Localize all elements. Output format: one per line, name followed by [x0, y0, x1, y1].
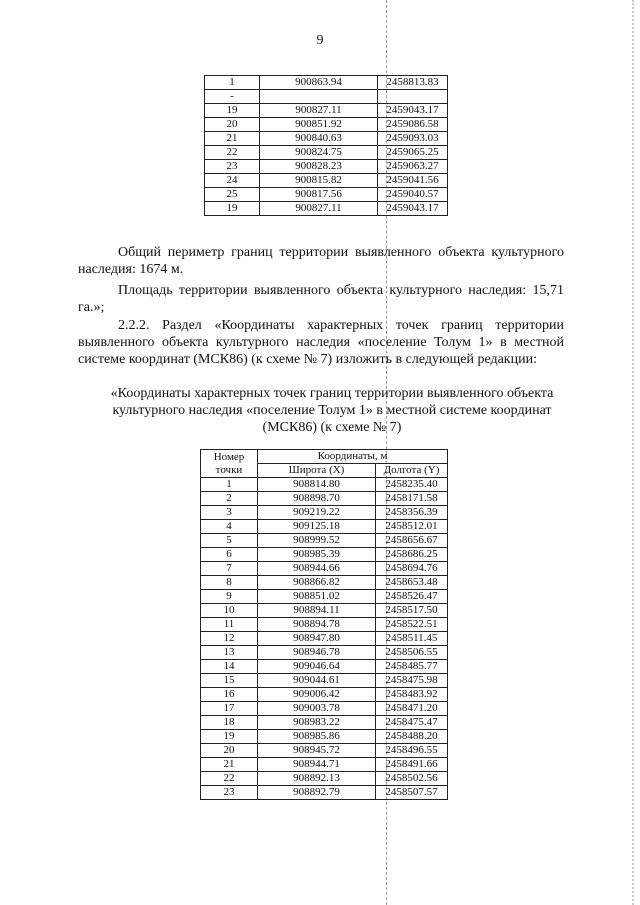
- cell-point-number: 20: [205, 118, 260, 132]
- cell-point-number: 23: [201, 786, 258, 800]
- table-row: [201, 660, 448, 674]
- table-row: [201, 590, 448, 604]
- table-row: [201, 562, 448, 576]
- area-paragraph: Площадь территории выявленного объекта культурного наследия: 15,71 га.»;: [78, 283, 564, 315]
- table-row: [201, 548, 448, 562]
- cell-point-number: 6: [201, 548, 258, 562]
- cell-longitude: 2458496.55: [376, 744, 448, 758]
- cell-latitude: 908944.71: [258, 758, 376, 772]
- cell-point-number: 19: [205, 202, 260, 216]
- table-row: [205, 160, 448, 174]
- cell-longitude: 2459086.58: [378, 118, 448, 132]
- cell-longitude: 2458522.51: [376, 618, 448, 632]
- cell-longitude: 2458686.25: [376, 548, 448, 562]
- cell-latitude: 909003.78: [258, 702, 376, 716]
- cell-longitude: 2458511.45: [376, 632, 448, 646]
- table-row: [201, 730, 448, 744]
- cell-latitude: 908894.78: [258, 618, 376, 632]
- cell-point-number: 4: [201, 520, 258, 534]
- cell-point-number: 3: [201, 506, 258, 520]
- cell-latitude: 908985.39: [258, 548, 376, 562]
- cell-latitude: 908947.80: [258, 632, 376, 646]
- cell-latitude: 908892.13: [258, 772, 376, 786]
- cell-longitude: 2458526.47: [376, 590, 448, 604]
- coordinates-table: [200, 449, 448, 800]
- cell-point-number: -: [205, 90, 260, 104]
- cell-longitude: 2458356.39: [376, 506, 448, 520]
- cell-point-number: 13: [201, 646, 258, 660]
- cell-point-number: 20: [201, 744, 258, 758]
- table-row: [201, 506, 448, 520]
- cell-latitude: 900827.11: [260, 104, 378, 118]
- section-paragraph: 2.2.2. Раздел «Координаты характерных точек границ территории выявленного объекта культурного наследия «поселение Толум 1» в местной системе координат (МСК86) (к схеме № 7) изложить в следующей редакции:: [78, 318, 564, 367]
- cell-latitude: 908866.82: [258, 576, 376, 590]
- table-row: [201, 478, 448, 492]
- cell-longitude: 2458813.83: [378, 76, 448, 90]
- cell-point-number: 21: [201, 758, 258, 772]
- cell-point-number: 10: [201, 604, 258, 618]
- cell-point-number: 23: [205, 160, 260, 174]
- cell-latitude: 908985.86: [258, 730, 376, 744]
- table-row: [201, 492, 448, 506]
- cell-point-number: 25: [205, 188, 260, 202]
- cell-latitude: 900824.75: [260, 146, 378, 160]
- cell-longitude: 2458656.67: [376, 534, 448, 548]
- cell-point-number: 11: [201, 618, 258, 632]
- cell-longitude: 2458502.56: [376, 772, 448, 786]
- cell-longitude: [378, 90, 448, 104]
- table-heading: «Координаты характерных точек границ территории выявленного объекта культурного наследия «поселение Толум 1» в местной системе координат (МСК86) (к схеме № 7): [110, 386, 554, 435]
- cell-longitude: 2458488.20: [376, 730, 448, 744]
- cell-latitude: 909219.22: [258, 506, 376, 520]
- cell-point-number: 15: [201, 674, 258, 688]
- cell-longitude: 2459040.57: [378, 188, 448, 202]
- cell-point-number: 5: [201, 534, 258, 548]
- cell-point-number: 24: [205, 174, 260, 188]
- perimeter-paragraph: Общий периметр границ территории выявленного объекта культурного наследия: 1674 м.: [78, 245, 564, 277]
- cell-point-number: 7: [201, 562, 258, 576]
- header-point-number: [201, 450, 258, 478]
- cell-latitude: 900817.56: [260, 188, 378, 202]
- cell-latitude: 909046.64: [258, 660, 376, 674]
- cell-longitude: 2459063.27: [378, 160, 448, 174]
- cell-latitude: 909006.42: [258, 688, 376, 702]
- cell-latitude: 908851.02: [258, 590, 376, 604]
- table-row: [201, 674, 448, 688]
- cell-longitude: 2458235.40: [376, 478, 448, 492]
- cell-latitude: 900851.92: [260, 118, 378, 132]
- table-row: [201, 772, 448, 786]
- table-row: [201, 618, 448, 632]
- table-row: [205, 146, 448, 160]
- table-row: [201, 758, 448, 772]
- cell-latitude: 908892.79: [258, 786, 376, 800]
- scan-edge-marks: [632, 0, 634, 905]
- cell-point-number: 9: [201, 590, 258, 604]
- cell-longitude: 2458653.48: [376, 576, 448, 590]
- cell-latitude: 900815.82: [260, 174, 378, 188]
- cell-latitude: 908945.72: [258, 744, 376, 758]
- coordinates-table-previous: [204, 75, 448, 216]
- table-row: [201, 786, 448, 800]
- cell-point-number: 19: [201, 730, 258, 744]
- cell-point-number: 8: [201, 576, 258, 590]
- cell-latitude: 908894.11: [258, 604, 376, 618]
- header-latitude: Широта (X): [258, 464, 376, 478]
- cell-latitude: 909044.61: [258, 674, 376, 688]
- header-point-number-line1: Номер: [213, 450, 245, 463]
- cell-longitude: 2458517.50: [376, 604, 448, 618]
- cell-longitude: 2458485.77: [376, 660, 448, 674]
- page-number: 9: [316, 33, 324, 48]
- table-row: [205, 104, 448, 118]
- table-row: [201, 576, 448, 590]
- cell-point-number: 22: [201, 772, 258, 786]
- header-coordinates: Координаты, м: [258, 450, 448, 464]
- header-longitude: Долгота (Y): [376, 464, 448, 478]
- table-row: [205, 76, 448, 90]
- table-row: [201, 646, 448, 660]
- cell-longitude: 2459093.03: [378, 132, 448, 146]
- table-row: [201, 604, 448, 618]
- cell-point-number: 21: [205, 132, 260, 146]
- cell-longitude: 2458475.47: [376, 716, 448, 730]
- cell-point-number: 16: [201, 688, 258, 702]
- cell-point-number: 2: [201, 492, 258, 506]
- cell-longitude: 2458483.92: [376, 688, 448, 702]
- cell-point-number: 1: [205, 76, 260, 90]
- table-row: [201, 520, 448, 534]
- coordinates-table-previous-body: [205, 76, 448, 216]
- table-row: [205, 118, 448, 132]
- cell-longitude: 2458512.01: [376, 520, 448, 534]
- cell-latitude: 908944.66: [258, 562, 376, 576]
- table-row: [205, 132, 448, 146]
- cell-longitude: 2459043.17: [378, 104, 448, 118]
- cell-longitude: 2458471.20: [376, 702, 448, 716]
- cell-point-number: 19: [205, 104, 260, 118]
- cell-latitude: 908999.52: [258, 534, 376, 548]
- cell-latitude: 900840.63: [260, 132, 378, 146]
- cell-longitude: 2458171.58: [376, 492, 448, 506]
- cell-point-number: 14: [201, 660, 258, 674]
- cell-latitude: 908898.70: [258, 492, 376, 506]
- cell-longitude: 2458694.76: [376, 562, 448, 576]
- cell-latitude: 908814.80: [258, 478, 376, 492]
- cell-longitude: 2458506.55: [376, 646, 448, 660]
- cell-longitude: 2459041.56: [378, 174, 448, 188]
- cell-latitude: 909125.18: [258, 520, 376, 534]
- cell-point-number: 1: [201, 478, 258, 492]
- table-row: [205, 90, 448, 104]
- table-row: [201, 744, 448, 758]
- cell-longitude: 2458475.98: [376, 674, 448, 688]
- cell-longitude: 2459065.25: [378, 146, 448, 160]
- header-point-number-line2: точки: [215, 463, 243, 476]
- cell-longitude: 2458491.66: [376, 758, 448, 772]
- cell-point-number: 18: [201, 716, 258, 730]
- cell-longitude: 2459043.17: [378, 202, 448, 216]
- coordinates-table-body: [201, 478, 448, 800]
- table-row: [201, 702, 448, 716]
- table-row: [201, 534, 448, 548]
- cell-latitude: 908946.78: [258, 646, 376, 660]
- cell-latitude: [260, 90, 378, 104]
- cell-point-number: 12: [201, 632, 258, 646]
- table-row: [205, 188, 448, 202]
- cell-latitude: 900863.94: [260, 76, 378, 90]
- table-row: [201, 632, 448, 646]
- cell-longitude: 2458507.57: [376, 786, 448, 800]
- table-row: [201, 716, 448, 730]
- table-row: [205, 174, 448, 188]
- cell-point-number: 22: [205, 146, 260, 160]
- cell-latitude: 900827.11: [260, 202, 378, 216]
- cell-latitude: 908983.22: [258, 716, 376, 730]
- cell-latitude: 900828.23: [260, 160, 378, 174]
- table-row: [205, 202, 448, 216]
- table-row: [201, 688, 448, 702]
- cell-point-number: 17: [201, 702, 258, 716]
